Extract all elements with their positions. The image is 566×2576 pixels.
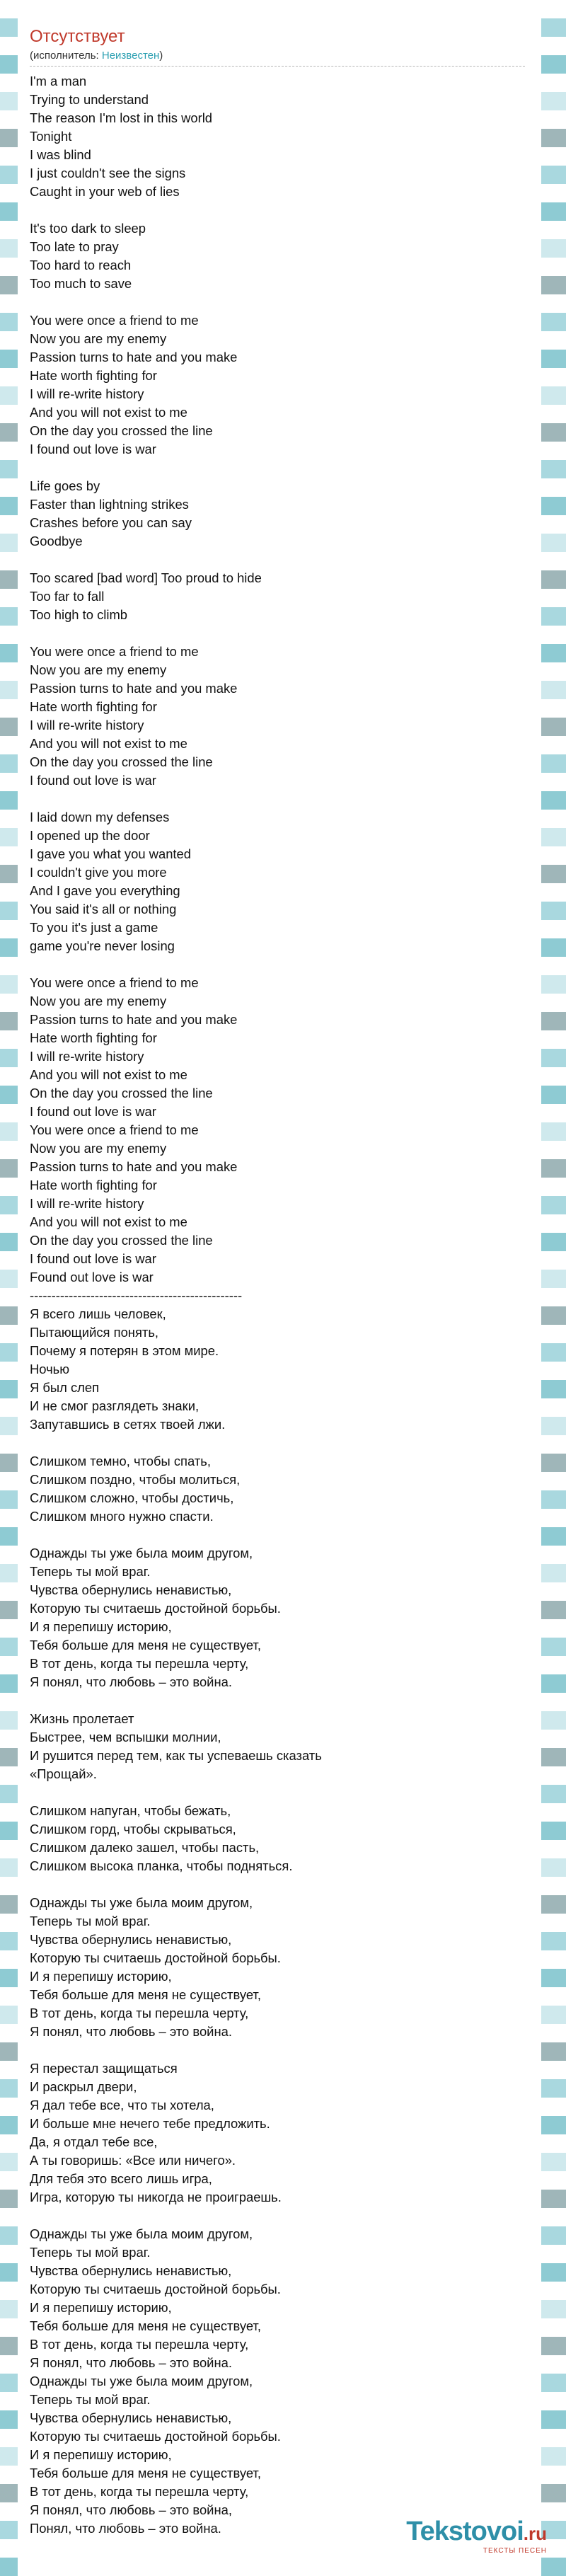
artist-suffix: ): [159, 50, 163, 62]
lyrics-page: [18, 0, 541, 2576]
logo-name: Tekstovoi: [406, 2517, 524, 2546]
artist-prefix: (исполнитель:: [30, 50, 102, 62]
artist-link[interactable]: Неизвестен: [101, 50, 160, 62]
lyrics-text: I'm a man Trying to understand The reason I'm lost in this world Tonight I was blind I just couldn't see the signs Caught in your web of lies It's too dark to sleep Too late to pray Too hard to reach Too much to save You were once a friend to me Now you are my enemy Passion turns to hate and you make Hate worth fighting for I will re-write history And you will not exist to me On the day you crossed the line I found out love is war Life goes by Faster than lightning strikes Crashes before you can say Goodbye Too scared [bad word] Too proud to hide Too far to fall Too high to climb You were once a friend to me Now you are my enemy Passion turns to hate and you make Hate worth fighting for I will re-write history And you will not exist to me On the day you crossed the line I found out love is war I laid down my defenses I opened up the door I gave you what you wanted I couldn't give you more And I gave you everything You said it's all or nothing To you it's just a game game you're never losing You were once a friend to me Now you are my enemy Passion turns to hate and you make Hate worth fighting for I will re-write history And you will not exist to me On the day you crossed the line I found out love is war You were once a friend to me Now you are my enemy Passion turns to hate and you make Hate worth fighting for I will re-write history And you will not exist to me On the day you crossed the line I found out love is war Found out love is war ------------------------------------------------- Я всего лишь человек, Пытающийся понять, Почему я потерян в этом мире. Ночью Я был слеп И не смог разглядеть знаки, Запутавшись в сетях твоей лжи. Слишком темно, чтобы спать, Слишком поздно, чтобы молиться, Слишком сложно, чтобы достичь, Слишком много нужно спасти. Однажды ты уже была моим другом, Теперь ты мой враг. Чувства обернулись ненавистью, Которую ты считаешь достойной борьбы. И я перепишу историю, Тебя больше для меня не существует, В тот день, когда ты перешла черту, Я понял, что любовь – это война. Жизнь пролетает Быстрее, чем вспышки молнии, И рушится перед тем, как ты успеваешь сказать «Прощай». Слишком напуган, чтобы бежать, Слишком горд, чтобы скрываться, Слишком далеко зашел, чтобы пасть, Слишком высока планка, чтобы подняться. Однажды ты уже была моим другом, Теперь ты мой враг. Чувства обернулись ненавистью, Которую ты считаешь достойной борьбы. И я перепишу историю, Тебя больше для меня не существует, В тот день, когда ты перешла черту, Я понял, что любовь – это война. Я перестал защищаться И раскрыл двери, Я дал тебе все, что ты хотела, И больше мне нечего тебе предложить. Да, я отдал тебе все, А ты говоришь: «Все или ничего». Для тебя это всего лишь игра, Игра, которую ты никогда не проиграешь. Однажды ты уже была моим другом, Теперь ты мой враг. Чувства обернулись ненавистью, Которую ты считаешь достойной борьбы. И я перепишу историю, Тебя больше для меня не существует, В тот день, когда ты перешла черту, Я понял, что любовь – это война. Однажды ты уже была моим другом, Теперь ты мой враг. Чувства обернулись ненавистью, Которую ты считаешь достойной борьбы. И я перепишу историю, Тебя больше для меня не существует, В тот день, когда ты перешла черту, Я понял, что любовь – это война, Понял, что любовь – это война.: [30, 74, 322, 2536]
site-logo[interactable]: [384, 2516, 547, 2558]
song-title: Отсутствует: [30, 27, 125, 46]
header-divider: [30, 66, 525, 67]
logo-tagline: ТЕКСТЫ ПЕСЕН: [483, 2547, 547, 2555]
logo-domain: .ru: [523, 2523, 547, 2544]
song-header: [18, 0, 541, 62]
artist-line: [30, 50, 541, 62]
